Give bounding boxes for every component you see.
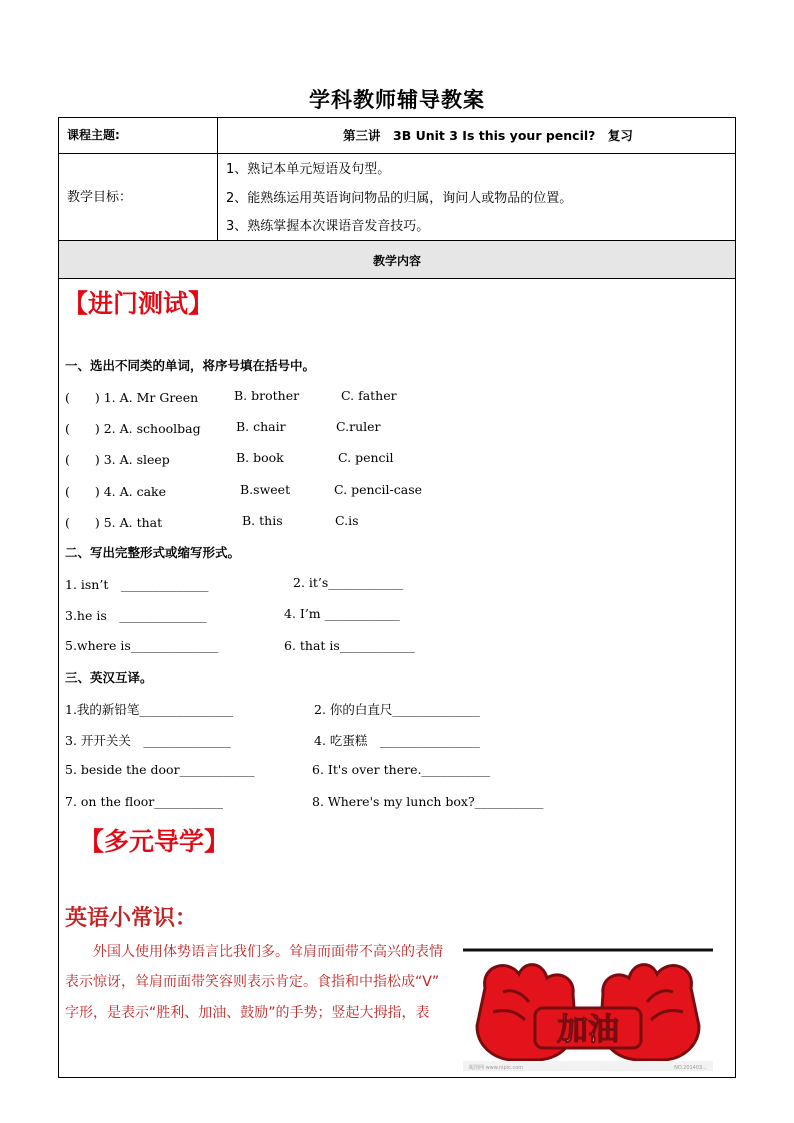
- translate-item: 4. 吃蛋糕 ________________: [314, 733, 480, 748]
- fill-item: 6. that is____________: [284, 638, 415, 653]
- translate-item: 2. 你的白直尺______________: [314, 702, 480, 717]
- topic-value: 第三讲 3B Unit 3 Is this your pencil? 复习: [343, 128, 633, 143]
- tip-line: 表示惊讶，耸肩而面带笑容则表示肯定。食指和中指松成“V”: [65, 974, 440, 990]
- question-stem: ( ) 5. A. that: [65, 515, 163, 530]
- translate-item: 6. It's over there.___________: [312, 762, 491, 777]
- tip-line: 字形，是表示“胜利、加油、鼓励”的手势；竖起大拇指，表: [65, 1005, 430, 1021]
- option-c: C.is: [335, 513, 359, 528]
- option-c: C. pencil: [338, 450, 394, 465]
- image-caption-right: NO.201403...: [674, 1065, 707, 1071]
- translate-item: 1.我的新铅笔_______________: [65, 702, 234, 717]
- table-column-divider: [217, 118, 218, 240]
- fill-item: 2. it’s____________: [293, 575, 404, 590]
- image-caption-left: 昵图网 www.nipic.com: [469, 1065, 524, 1071]
- translate-item: 8. Where's my lunch box?___________: [312, 794, 544, 809]
- option-b: B. this: [242, 513, 283, 528]
- goal-item: 1、熟记本单元短语及句型。: [226, 162, 391, 177]
- question-stem: ( ) 4. A. cake: [65, 484, 167, 499]
- lesson-plan-frame: [58, 117, 736, 1078]
- goal-item: 3、熟练掌握本次课语音发音技巧。: [226, 219, 430, 234]
- tip-line: 外国人使用体势语言比我们多。耸肩而面带不高兴的表情: [93, 944, 443, 960]
- question-stem: ( ) 3. A. sleep: [65, 452, 170, 467]
- part3-title: 三、英汉互译。: [65, 670, 153, 685]
- content-label: 教学内容: [372, 254, 421, 268]
- option-b: B. brother: [234, 388, 300, 403]
- entry-test-heading: 【进门测试】: [63, 289, 214, 318]
- translate-item: 7. on the floor___________: [65, 794, 224, 809]
- guided-heading: 【多元导学】: [79, 827, 230, 856]
- option-b: B.sweet: [240, 482, 291, 497]
- thumbs-up-icon: [463, 948, 713, 1071]
- question-stem: ( ) 1. A. Mr Green: [65, 390, 199, 405]
- goal-item: 2、能熟练运用英语询问物品的归属，询问人或物品的位置。: [226, 191, 573, 206]
- question-stem: ( ) 2. A. schoolbag: [65, 421, 201, 436]
- document-title: 学科教师辅导教案: [309, 88, 485, 112]
- fill-item: 3.he is ______________: [65, 608, 207, 623]
- part2-title: 二、写出完整形式或缩写形式。: [65, 545, 241, 560]
- image-text: 加油: [557, 1012, 619, 1048]
- table-divider: [59, 278, 735, 279]
- goals-label: 教学目标：: [67, 190, 133, 205]
- fill-item: 5.where is______________: [65, 638, 219, 653]
- option-b: B. book: [236, 450, 284, 465]
- translate-item: 3. 开开关关 ______________: [65, 733, 231, 748]
- part1-title: 一、选出不同类的单词，将序号填在括号中。: [65, 358, 316, 373]
- tip-title: 英语小常识：: [65, 906, 198, 931]
- fill-item: 4. I’m ____________: [284, 606, 400, 621]
- option-c: C. father: [341, 388, 397, 403]
- table-divider: [59, 153, 735, 154]
- translate-item: 5. beside the door____________: [65, 762, 255, 777]
- option-c: C.ruler: [336, 419, 381, 434]
- option-c: C. pencil-case: [334, 482, 423, 497]
- thumbs-up-image: [463, 948, 713, 1071]
- topic-label: 课程主题:: [67, 128, 120, 142]
- option-b: B. chair: [236, 419, 286, 434]
- fill-item: 1. isn’t ______________: [65, 577, 209, 592]
